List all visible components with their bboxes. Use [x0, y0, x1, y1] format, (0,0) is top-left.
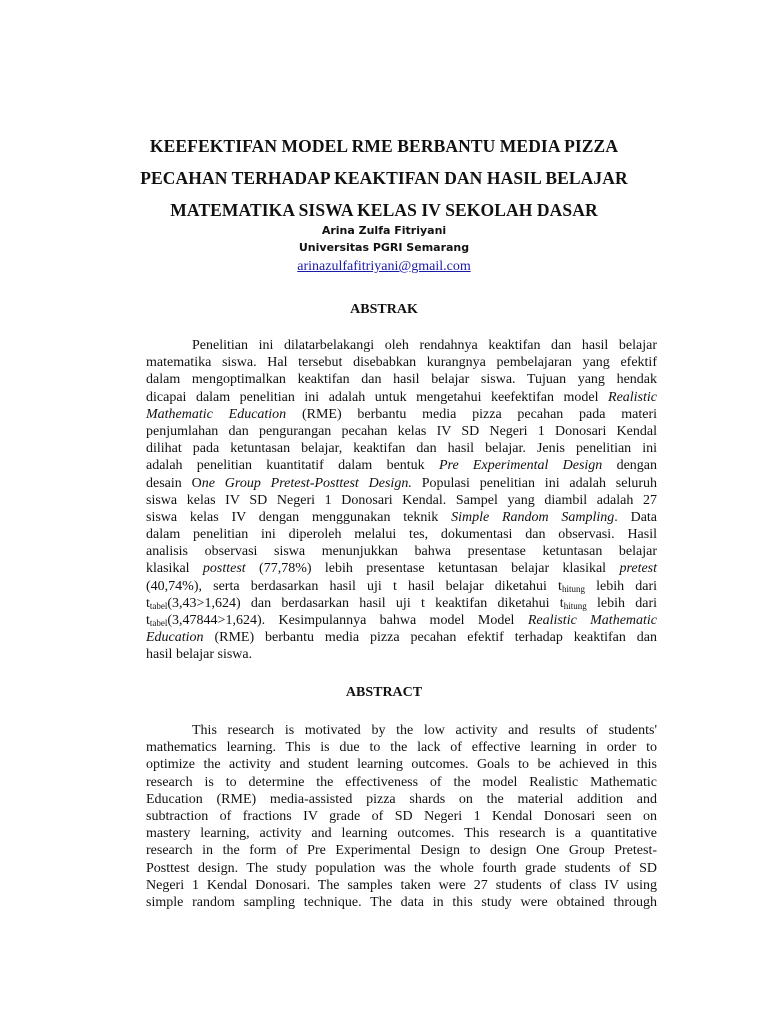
text-line: Negeri 1 Kendal Donosari. The samples taken were 27 students of class IV using: [146, 877, 657, 893]
text-line: dalam penelitian ini diperoleh melalui tes, dokumentasi dan observasi. Hasil: [146, 527, 657, 543]
title-line: KEEFEKTIFAN MODEL RME BERBANTU MEDIA PIZZA: [149, 136, 619, 156]
title-line: MATEMATIKA SISWA KELAS IV SEKOLAH DASAR: [170, 200, 598, 220]
text-line: siswa kelas IV dengan menggunakan teknik Simple Random Sampling. Data: [146, 509, 658, 525]
text-line: Mathematic Education (RME) berbantu media pizza pecahan pada materi: [146, 406, 658, 422]
author-name: Arina Zulfa Fitriyani: [321, 224, 447, 237]
text-line: Penelitian ini dilatarbelakangi oleh rendahnya keaktifan dan hasil belajar: [192, 338, 657, 353]
text-line: research in the form of Pre Experimental Design to design One Group Pretest-: [146, 843, 657, 859]
text-line: Education (RME) berbantu media pizza pecahan efektif terhadap keaktifan dan: [146, 630, 658, 646]
text-line: matematika siswa. Hal tersebut disebabkan kurangnya pembelajaran yang efektif: [146, 355, 657, 371]
text-line: desain One Group Pretest-Posttest Design. Populasi penelitian ini adalah seluruh: [146, 475, 658, 491]
text-line: adalah penelitian kuantitatif dalam bentuk Pre Experimental Design dengan: [146, 458, 658, 474]
title-line: PECAHAN TERHADAP KEAKTIFAN DAN HASIL BELAJAR: [140, 168, 628, 188]
text-line: This research is motivated by the low activity and results of students': [192, 723, 657, 738]
abstrak-body: [146, 337, 657, 664]
text-line: Posttest design. The study population was the whole fourth grade students of SD: [146, 860, 657, 876]
text-line: dilihat pada ketuntasan belajar, keaktifan dan hasil belajar. Jenis penelitian ini: [146, 441, 657, 457]
abstract-body: [146, 722, 657, 911]
text-line: hasil belajar siswa.: [146, 647, 253, 663]
text-line: penjumlahan dan pengurangan pecahan kelas IV SD Negeri 1 Donosari Kendal: [146, 423, 657, 439]
abstract-heading: ABSTRACT: [345, 685, 423, 700]
text-line: dalam mengoptimalkan keaktifan dan hasil belajar siswa. Tujuan yang hendak: [146, 372, 657, 388]
paper-title: [100, 130, 668, 226]
abstrak-heading: ABSTRAK: [350, 302, 418, 317]
text-line: analisis observasi siswa menunjukkan bahwa presentase ketuntasan belajar: [146, 544, 657, 560]
text-line: siswa kelas IV SD Negeri 1 Donosari Kendal. Sampel yang diambil adalah 27: [146, 492, 657, 508]
text-line: mathematics learning. This is due to the lack of effective learning in order to: [146, 740, 657, 756]
text-line: optimize the activity and student learning outcomes. Goals to be achieved in this: [146, 757, 657, 773]
text-line: dicapai dalam penelitian ini adalah untuk mengetahui keefektifan model Realistic: [146, 389, 658, 405]
text-line: research is to determine the effectiveness of the model Realistic Mathematic: [146, 774, 657, 790]
text-line: $t_{tabel}(3,47844>1,624)$. Kesimpulannya bahwa model Model Realistic Mathematic: [146, 613, 658, 628]
text-line: simple random sampling technique. The data in this study were obtained through: [146, 894, 657, 910]
text-line: $t_{tabel}(3,43>1,624)$ dan berdasarkan hasil uji t keaktifan diketahui $t_{hitung}$ lebih dari: [146, 595, 657, 611]
text-line: subtraction of fractions IV grade of SD Negeri 1 Kendal Donosari seen on: [146, 808, 657, 824]
text-line: (40,74%), serta berdasarkan hasil uji t hasil belajar diketahui $t_{hitung}$ lebih dari: [146, 578, 657, 594]
author-email: [100, 257, 668, 277]
author-affiliation: Universitas PGRI Semarang: [298, 241, 470, 254]
email-link[interactable]: arinazulfafitriyani@gmail.com: [297, 259, 471, 274]
text-line: klasikal posttest (77,78%) lebih presentase ketuntasan belajar klasikal pretest: [146, 561, 658, 577]
text-line: mastery learning, activity and learning outcomes. This research is a quantitative: [146, 826, 657, 842]
text-line: Education (RME) media-assisted pizza shards on the material addition and: [146, 791, 657, 807]
